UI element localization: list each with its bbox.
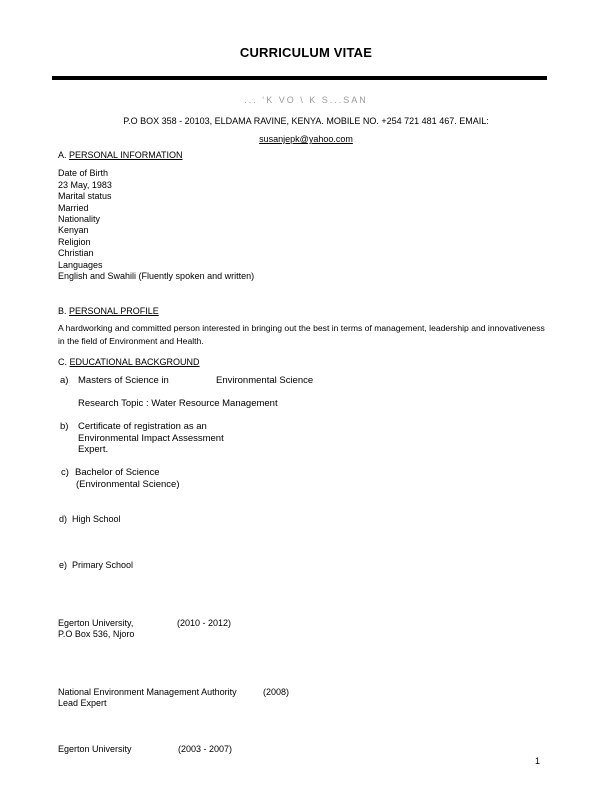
email-link[interactable]: susanjepk@yahoo.com bbox=[259, 134, 353, 144]
institution-name: Egerton University, bbox=[58, 618, 134, 628]
candidate-name: ... ‘K VO \ K S...SAN bbox=[244, 95, 368, 105]
email-line bbox=[0, 134, 612, 144]
institution-address: P.O Box 536, Njoro bbox=[58, 629, 135, 639]
info-line: Date of Birth bbox=[58, 168, 109, 178]
section-letter: B. bbox=[58, 306, 67, 316]
info-line: Married bbox=[58, 203, 89, 213]
section-title: PERSONAL PROFILE bbox=[69, 306, 159, 316]
profile-paragraph: A hardworking and committed person interested in bringing out the best in terms of management, leadership and innovativeness in the field of Environment and Health. bbox=[58, 323, 545, 346]
section-title: EDUCATIONAL BACKGROUND bbox=[69, 357, 200, 367]
section-profile-heading bbox=[58, 306, 159, 316]
institution-years: (2008) bbox=[263, 687, 290, 697]
page-number: 1 bbox=[535, 756, 541, 766]
education-item-field: Environmental Science bbox=[216, 375, 314, 386]
education-item-label: Certificate of registration as an bbox=[78, 421, 207, 432]
education-item-label: Environmental Impact Assessment bbox=[78, 433, 224, 444]
education-item-label: Bachelor of Science bbox=[75, 467, 160, 478]
education-item-label: High School bbox=[72, 514, 121, 524]
research-topic: Research Topic : Water Resource Management bbox=[78, 398, 278, 409]
title-rule bbox=[52, 76, 547, 80]
contact-address: P.O BOX 358 - 20103, ELDAMA RAVINE, KENYA. MOBILE NO. +254 721 481 467. EMAIL: bbox=[123, 116, 489, 126]
section-letter: A. bbox=[58, 150, 67, 160]
info-line: Languages bbox=[58, 260, 103, 270]
education-item-label: Expert. bbox=[78, 444, 109, 455]
list-marker: d) bbox=[59, 514, 68, 524]
education-item-label: Masters of Science in bbox=[78, 375, 169, 386]
list-marker: b) bbox=[60, 421, 69, 432]
list-marker: a) bbox=[60, 375, 69, 386]
education-item-label: (Environmental Science) bbox=[76, 479, 180, 490]
section-title: PERSONAL INFORMATION bbox=[69, 150, 183, 160]
info-line: Christian bbox=[58, 248, 94, 258]
institution-years: (2003 - 2007) bbox=[178, 744, 233, 754]
section-letter: C. bbox=[58, 357, 67, 367]
info-line: 23 May, 1983 bbox=[58, 180, 112, 190]
institution-role: Lead Expert bbox=[58, 698, 107, 708]
section-education-heading bbox=[58, 357, 200, 367]
institution-name: Egerton University bbox=[58, 744, 132, 754]
info-line: English and Swahili (Fluently spoken and written) bbox=[58, 271, 255, 281]
list-marker: e) bbox=[59, 560, 68, 570]
info-line: Kenyan bbox=[58, 225, 89, 235]
education-item-label: Primary School bbox=[72, 560, 134, 570]
info-line: Marital status bbox=[58, 191, 112, 201]
document-title: CURRICULUM VITAE bbox=[239, 45, 373, 60]
institution-years: (2010 - 2012) bbox=[177, 618, 232, 628]
section-personal-info-heading bbox=[58, 150, 183, 160]
info-line: Religion bbox=[58, 237, 91, 247]
list-marker: c) bbox=[61, 467, 69, 478]
info-line: Nationality bbox=[58, 214, 101, 224]
institution-name: National Environment Management Authority bbox=[58, 687, 237, 697]
